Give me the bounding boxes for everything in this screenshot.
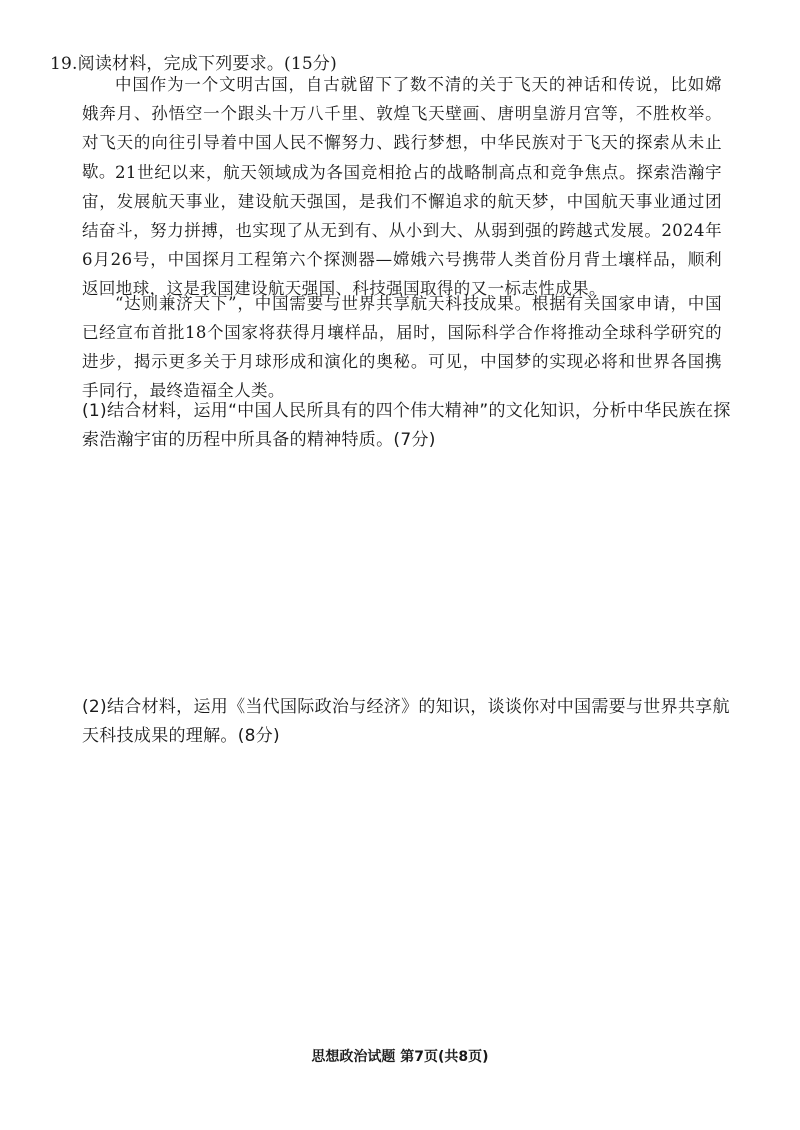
material-paragraph-3: “达则兼济天下”，中国需要与世界共享航天科技成果。根据有关国家申请，中国已经宣布首批18个国家将获得月壤样品，届时，国际科学合作将推动全球科学研究的进步，揭示更多关于月球形成和演化的奥秘。可见，中国梦的实现必将和世界各国携手同行，最终造福全人类。 xyxy=(82,294,722,400)
sub-question-1: (1)结合材料，运用“中国人民所具有的四个伟大精神”的文化知识，分析中华民族在探索浩瀚宇宙的历程中所具备的精神特质。(7分) xyxy=(82,401,731,450)
sub-question-2: (2)结合材料，运用《当代国际政治与经济》的知识，谈谈你对中国需要与世界共享航天科技成果的理解。(8分) xyxy=(82,697,730,746)
page-footer: 思想政治试题 第7页(共8页) xyxy=(311,1049,489,1065)
question-title: 19.阅读材料，完成下列要求。(15分) xyxy=(50,54,337,74)
material-paragraph-2: 21世纪以来，航天领域成为各国竞相抢占的战略制高点和竞争焦点。探索浩瀚宇宙，发展航天事业，建设航天强国，是我们不懈追求的航天梦，中国航天事业通过团结奋斗，努力拼搏，也实现了从无到有、从小到大、从弱到强的跨越式发展。2024年6月26号，中国探月工程第六个探测器—嫦娥六号携带人类首份月背土壤样品，顺利返回地球，这是我国建设航天强国、科技强国取得的又一标志性成果。 xyxy=(82,163,722,298)
material-paragraph-1: 中国作为一个文明古国，自古就留下了数不清的关于飞天的神话和传说，比如嫦娥奔月、孙悟空一个跟头十万八千里、敦煌飞天壁画、唐明皇游月宫等，不胜枚举。对飞天的向往引导着中国人民不懈努力、践行梦想，中华民族对于飞天的探索从未止歇。 xyxy=(82,75,722,181)
